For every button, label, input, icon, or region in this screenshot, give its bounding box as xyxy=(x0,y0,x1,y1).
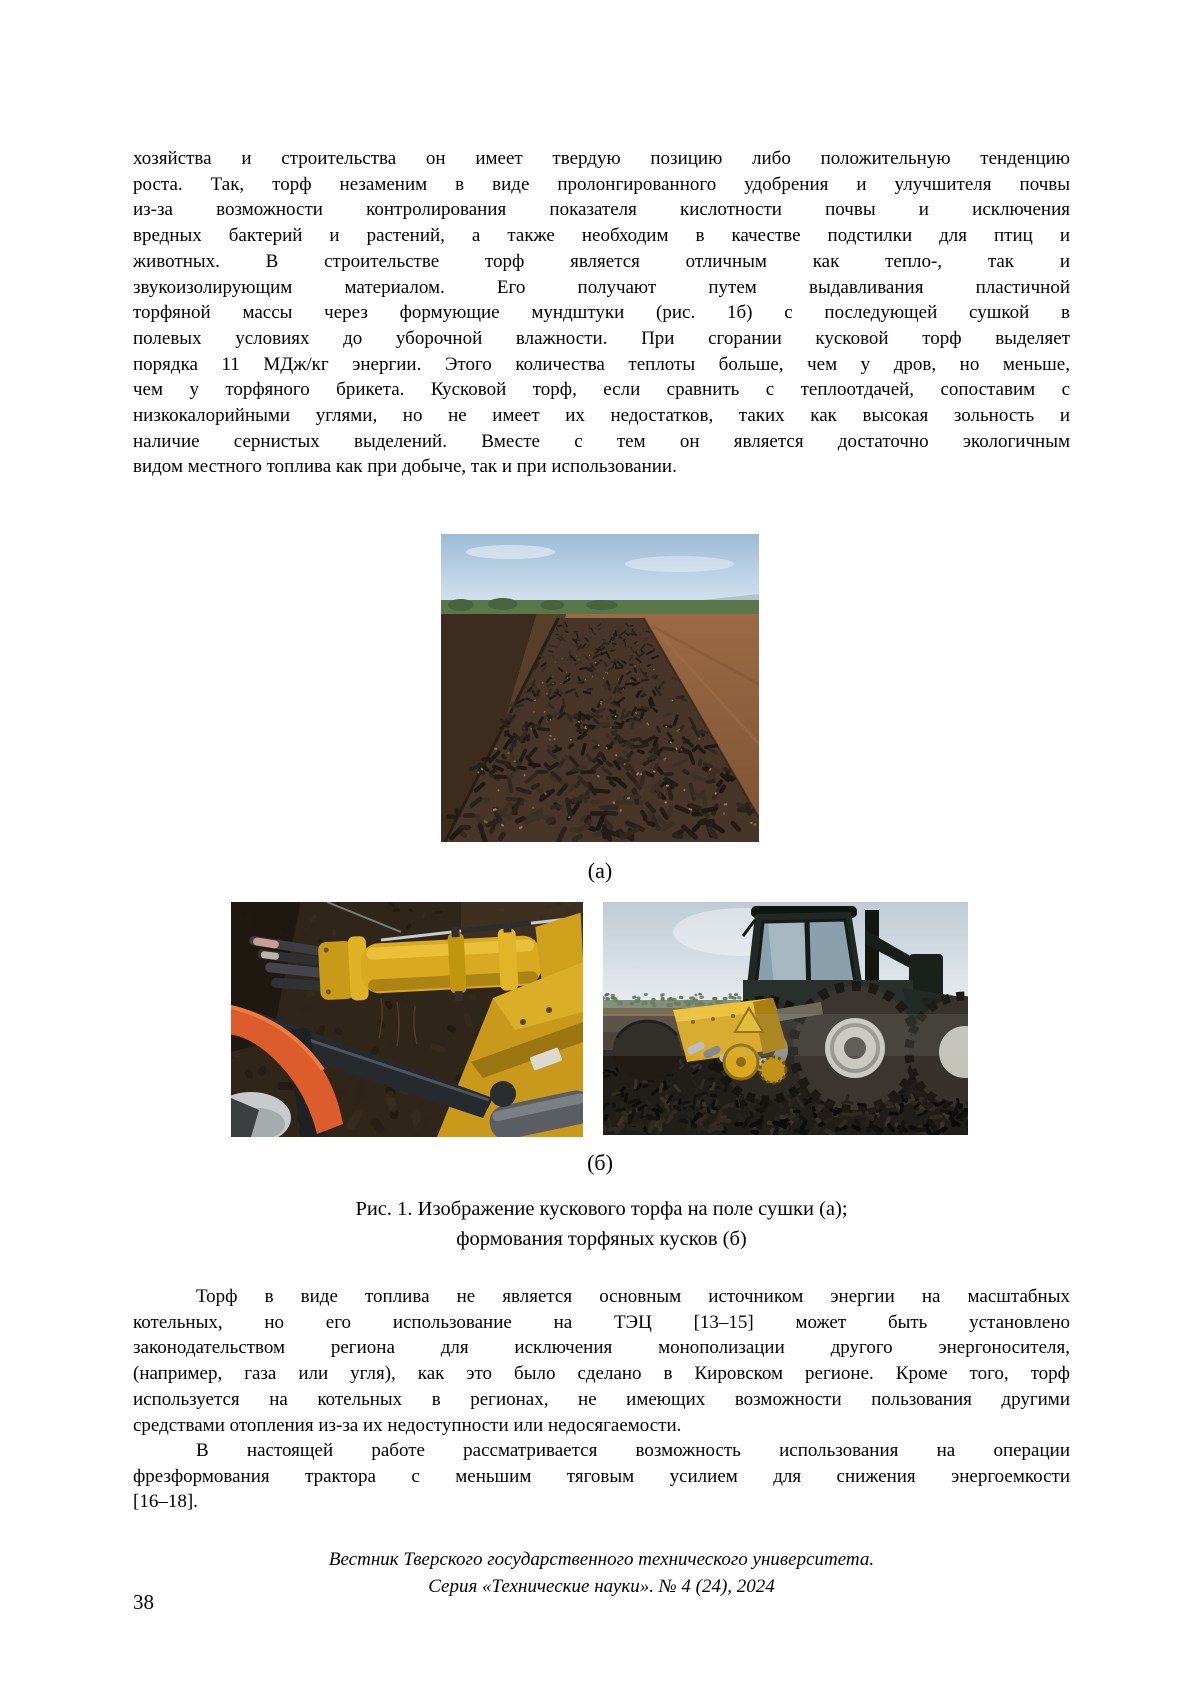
text-line: звукоизолирующим материалом. Его получают путем выдавливания пластичной xyxy=(133,276,1070,298)
caption-line: Рис. 1. Изображение кускового торфа на поле сушки (а); xyxy=(355,1198,848,1220)
text-line: чем у торфяного брикета. Кусковой торф, если сравнить с теплоотдачей, сопоставим с xyxy=(133,379,1070,401)
figure-1b-right-photo xyxy=(603,902,968,1135)
text-line: законодательством региона для исключения монополизации другого энергоносителя, xyxy=(133,1337,1070,1359)
figure-1a-photo xyxy=(441,534,759,842)
text-line: роста. Так, торф незаменим в виде пролонгированного удобрения и улучшителя почвы xyxy=(133,173,1070,195)
figure-1-caption xyxy=(133,1194,1070,1254)
page-number: 38 xyxy=(133,1590,154,1614)
journal-footer-line-2: Серия «Технические науки». № 4 (24), 2024 xyxy=(428,1576,775,1597)
peat-drying-field-illustration xyxy=(441,534,759,842)
text-line: животных. В строительстве торф является отличным как тепло-, так и xyxy=(133,250,1070,272)
peat-former-machine-closeup-illustration xyxy=(231,902,583,1137)
caption-line: формования торфяных кусков (б) xyxy=(456,1228,747,1250)
text-line: котельных, но его использование на ТЭЦ [13–15] может быть установлено xyxy=(133,1311,1070,1333)
body-paragraph-2 xyxy=(133,1284,1070,1438)
body-paragraph-3 xyxy=(133,1438,1070,1515)
text-line: торфяной массы через формующие мундштуки (рис. 1б) с последующей сушкой в xyxy=(133,302,1070,324)
figure-1b-label: (б) xyxy=(587,1150,613,1175)
text-line: низкокалорийными углями, но не имеет их недостатков, таких как высокая зольность и xyxy=(133,405,1070,427)
figure-1b-left-photo xyxy=(231,902,583,1137)
text-line: В настоящей работе рассматривается возможность использования на операции xyxy=(196,1440,1070,1461)
text-line: Торф в виде топлива не является основным источником энергии на масштабных xyxy=(196,1286,1070,1307)
text-line: [16–18]. xyxy=(133,1491,198,1513)
body-paragraph-1 xyxy=(133,146,1070,480)
tractor-forming-peat-illustration xyxy=(603,902,968,1135)
text-line: хозяйства и строительства он имеет твердую позицию либо положительную тенденцию xyxy=(133,148,1070,169)
journal-footer xyxy=(133,1546,1070,1600)
figure-1a-label: (а) xyxy=(587,858,613,883)
text-line: из-за возможности контролирования показателя кислотности почвы и исключения xyxy=(133,199,1070,221)
text-line: вредных бактерий и растений, а также необходим в качестве подстилки для птиц и xyxy=(133,225,1070,247)
text-line: используется на котельных в регионах, не имеющих возможности пользования другими xyxy=(133,1388,1070,1410)
text-line: (например, газа или угля), как это было сделано в Кировском регионе. Кроме того, торф xyxy=(133,1363,1070,1385)
journal-footer-line-1: Вестник Тверского государственного технического университета. xyxy=(328,1549,875,1570)
text-line: порядка 11 МДж/кг энергии. Этого количества теплоты больше, чем у дров, но меньше, xyxy=(133,353,1070,375)
text-line: наличие сернистых выделений. Вместе с тем он является достаточно экологичным xyxy=(133,430,1070,452)
text-line: средствами отопления из-за их недоступности или недосягаемости. xyxy=(133,1414,682,1436)
text-line: фрезформования трактора с меньшим тяговым усилием для снижения энергоемкости xyxy=(133,1465,1070,1487)
text-line: полевых условиях до уборочной влажности. При сгорании кусковой торф выделяет xyxy=(133,327,1070,349)
text-line: видом местного топлива как при добыче, так и при использовании. xyxy=(133,456,677,478)
